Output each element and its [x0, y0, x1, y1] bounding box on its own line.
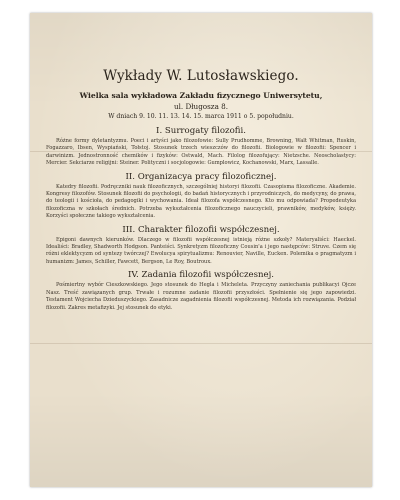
section-body: Katedry filozofii. Podręczniki nauk filozoficznych, szczególniej historyi filozofii. Czasopisma filozoficzne. Akademie. Kongresy filozofów. Stosunek filozofii do psychologii, do badań historycznych i przyrodniczych, do medycyny, do prawa, do teologii i kościoła, do pedagogiki i wychowania. Ideał filozofa współczesnego. Kto mu odpowiada? Propedeutyka filozoficzna w szkołach średnich. Potrzeba wykształcenia filozoficznego nauczycieli, prawników, medyków, księży. Korzyści społeczne takiego wykształcenia. — [46, 183, 356, 220]
section-title: III. Charakter filozofii współczesnej. — [122, 224, 280, 235]
poster-title: Wykłady W. Lutosławskiego. — [103, 68, 299, 84]
section-body: Epigoni dawnych kierunków. Dlaczego w filozofii współczesnej istnieją różne szkoły? Materyaliści: Haeckel. Idealiści: Bradley, Shadworth Hodgson. Panteiści. Synkretyzm filozoficzny Cousin'a i jego następców: Struve. Czem się różni eklektycyzm od syntezy twórczej? Ewolucya spirytualizmu: Renouvier, Naville, Eucken. Polemika o pragmatyzm i humanizm: James, Schiller, Fawcett, Bergson, Le Roy, Boutroux. — [46, 236, 356, 265]
venue-line: Wielka sala wykładowa Zakładu fizycznego Uniwersytetu, — [79, 91, 323, 100]
address-line: ul. Długosza 8. — [173, 102, 229, 111]
section-title: II. Organizacya pracy filozoficznej. — [125, 171, 277, 182]
section-body: Pośmiertny wybór Cieszkowskiego. Jego stosunek do Hegla i Micheleta. Przyczyny zaniechania publikacyi Ojcze Nasz. Treść zawiązanych grup. Trwałe i rozumne zadanie filozofii przyszłości. Spełnienie się jego zapowiedzi. Testament Wojciecha Dzieduszyckiego. Zasadnicze zagadnienia filozofii współczesnej. Metoda ich rozwiązania. Podział filozofii. Zakres metafizyki. Jej stosunek do etyki. — [46, 282, 356, 311]
section-body: Różne formy dyletantyzmu. Poeci i artyści jako filozofowie: Sully Prudhomme, Browning, Walt Whitman, Ruskin, Fogazzaro, Ibsen, Wyspiański, Tołstoj. Stosunek trzech wieszczów do filozofii. Biologowie w filozofii: Spencer i darwinizm. Jednostronność chemików i fizyków: Ostwald, Mach. Filolog filozofujący: Nietzsche. Neoscholastycy: Mercier. Sekciarze religijni: Steiner. Polityczni i socjologowie: Gumplowicz, Kochanowski, Marx, Lassalle. — [46, 138, 356, 167]
dates-line: W dniach 9. 10. 11. 13. 14. 15. marca 1911 o 5. popołudniu. — [108, 113, 294, 120]
section-title: I. Surrogaty filozofii. — [156, 126, 246, 136]
lecture-poster — [30, 13, 372, 487]
section-title: IV. Zadania filozofii współczesnej. — [127, 270, 275, 281]
paper-fold-line — [30, 343, 372, 344]
poster-content — [46, 68, 356, 314]
